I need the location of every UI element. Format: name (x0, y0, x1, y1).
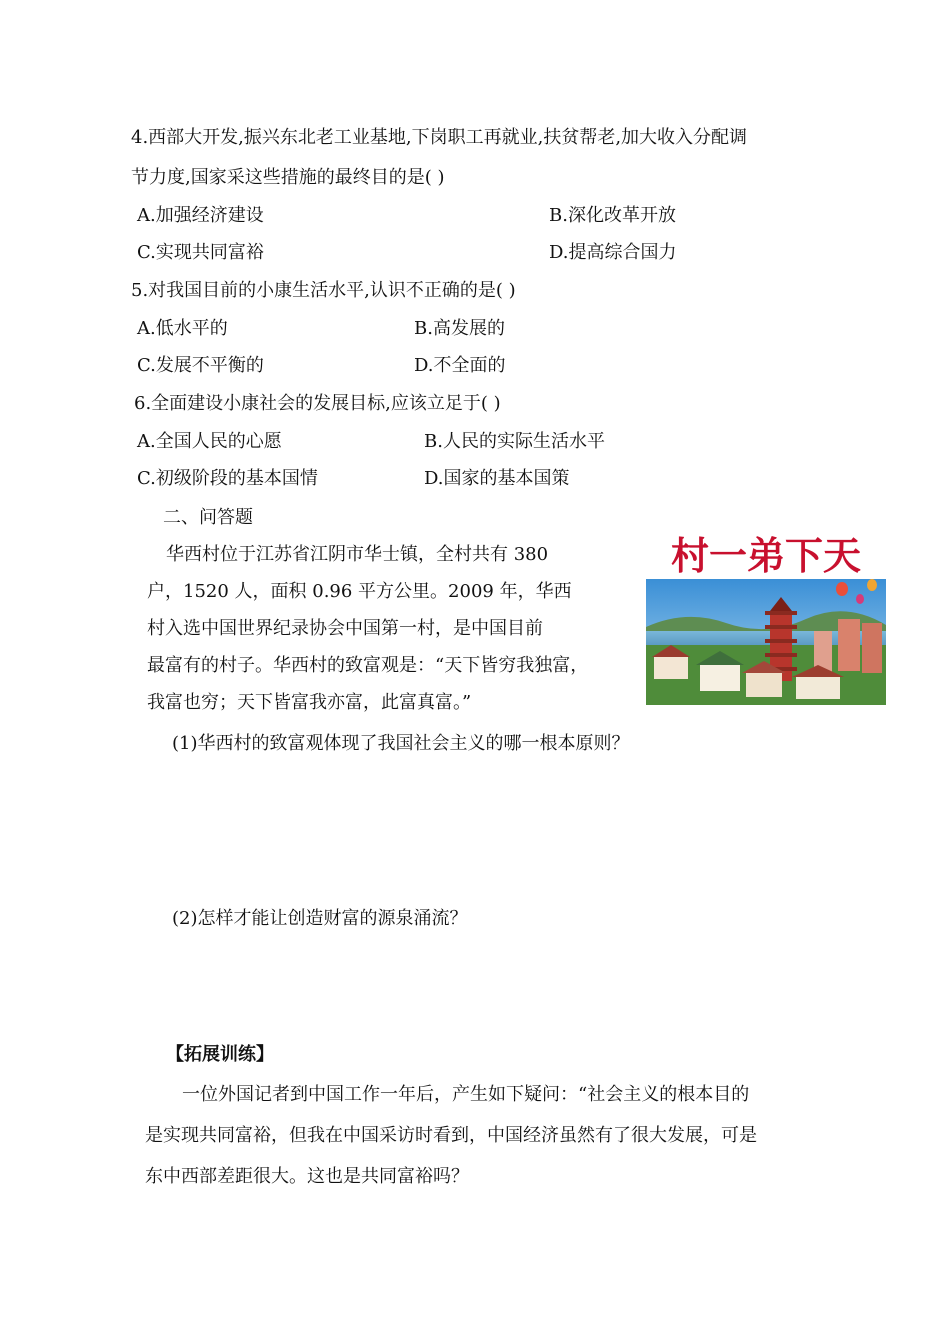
question-1: (1)华西村的致富观体现了我国社会主义的哪一根本原则？ (172, 733, 630, 754)
passage-line-5: 我富也穷；天下皆富我亦富，此富真富。” (147, 692, 472, 713)
extension-heading: 【拓展训练】 (166, 1044, 274, 1065)
q5-option-a: A.低水平的 (137, 318, 228, 339)
section2-heading: 二、问答题 (163, 507, 253, 528)
image-title-text: 村一弟下天 (670, 533, 862, 578)
extension-line-2: 是实现共同富裕，但我在中国采访时看到，中国经济虽然有了很大发展，可是 (145, 1125, 757, 1146)
huaxi-village-image (646, 527, 886, 705)
q4-stem-line2: 节力度,国家采这些措施的最终目的是( ) (131, 167, 445, 188)
q5-option-c: C.发展不平衡的 (137, 355, 264, 376)
q4-option-a: A.加强经济建设 (137, 205, 264, 226)
q5-option-b: B.高发展的 (414, 318, 505, 339)
q4-option-d: D.提高综合国力 (549, 242, 677, 263)
q6-option-d: D.国家的基本国策 (424, 468, 570, 489)
q4-option-b: B.深化改革开放 (549, 205, 676, 226)
passage-line-2: 户，1520 人，面积 0.96 平方公里。2009 年，华西 (147, 581, 572, 602)
extension-line-1: 一位外国记者到中国工作一年后，产生如下疑问：“社会主义的根本目的 (182, 1084, 750, 1105)
q6-option-b: B.人民的实际生活水平 (424, 431, 605, 452)
extension-line-3: 东中西部差距很大。这也是共同富裕吗？ (145, 1166, 469, 1187)
question-2: (2)怎样才能让创造财富的源泉涌流？ (172, 908, 468, 929)
passage-line-1: 华西村位于江苏省江阴市华士镇，全村共有 380 (166, 544, 549, 565)
q5-option-d: D.不全面的 (414, 355, 506, 376)
q4-option-c: C.实现共同富裕 (137, 242, 264, 263)
q6-option-a: A.全国人民的心愿 (137, 431, 282, 452)
q5-stem: 5.对我国目前的小康生活水平,认识不正确的是( ) (131, 280, 516, 301)
q4-stem-line1: 4.西部大开发,振兴东北老工业基地,下岗职工再就业,扶贫帮老,加大收入分配调 (131, 127, 748, 148)
q6-option-c: C.初级阶段的基本国情 (137, 468, 318, 489)
q6-stem: 6.全面建设小康社会的发展目标,应该立足于( ) (134, 393, 501, 414)
passage-line-3: 村入选中国世界纪录协会中国第一村，是中国目前 (147, 618, 543, 639)
passage-line-4: 最富有的村子。华西村的致富观是：“天下皆穷我独富， (147, 655, 589, 676)
